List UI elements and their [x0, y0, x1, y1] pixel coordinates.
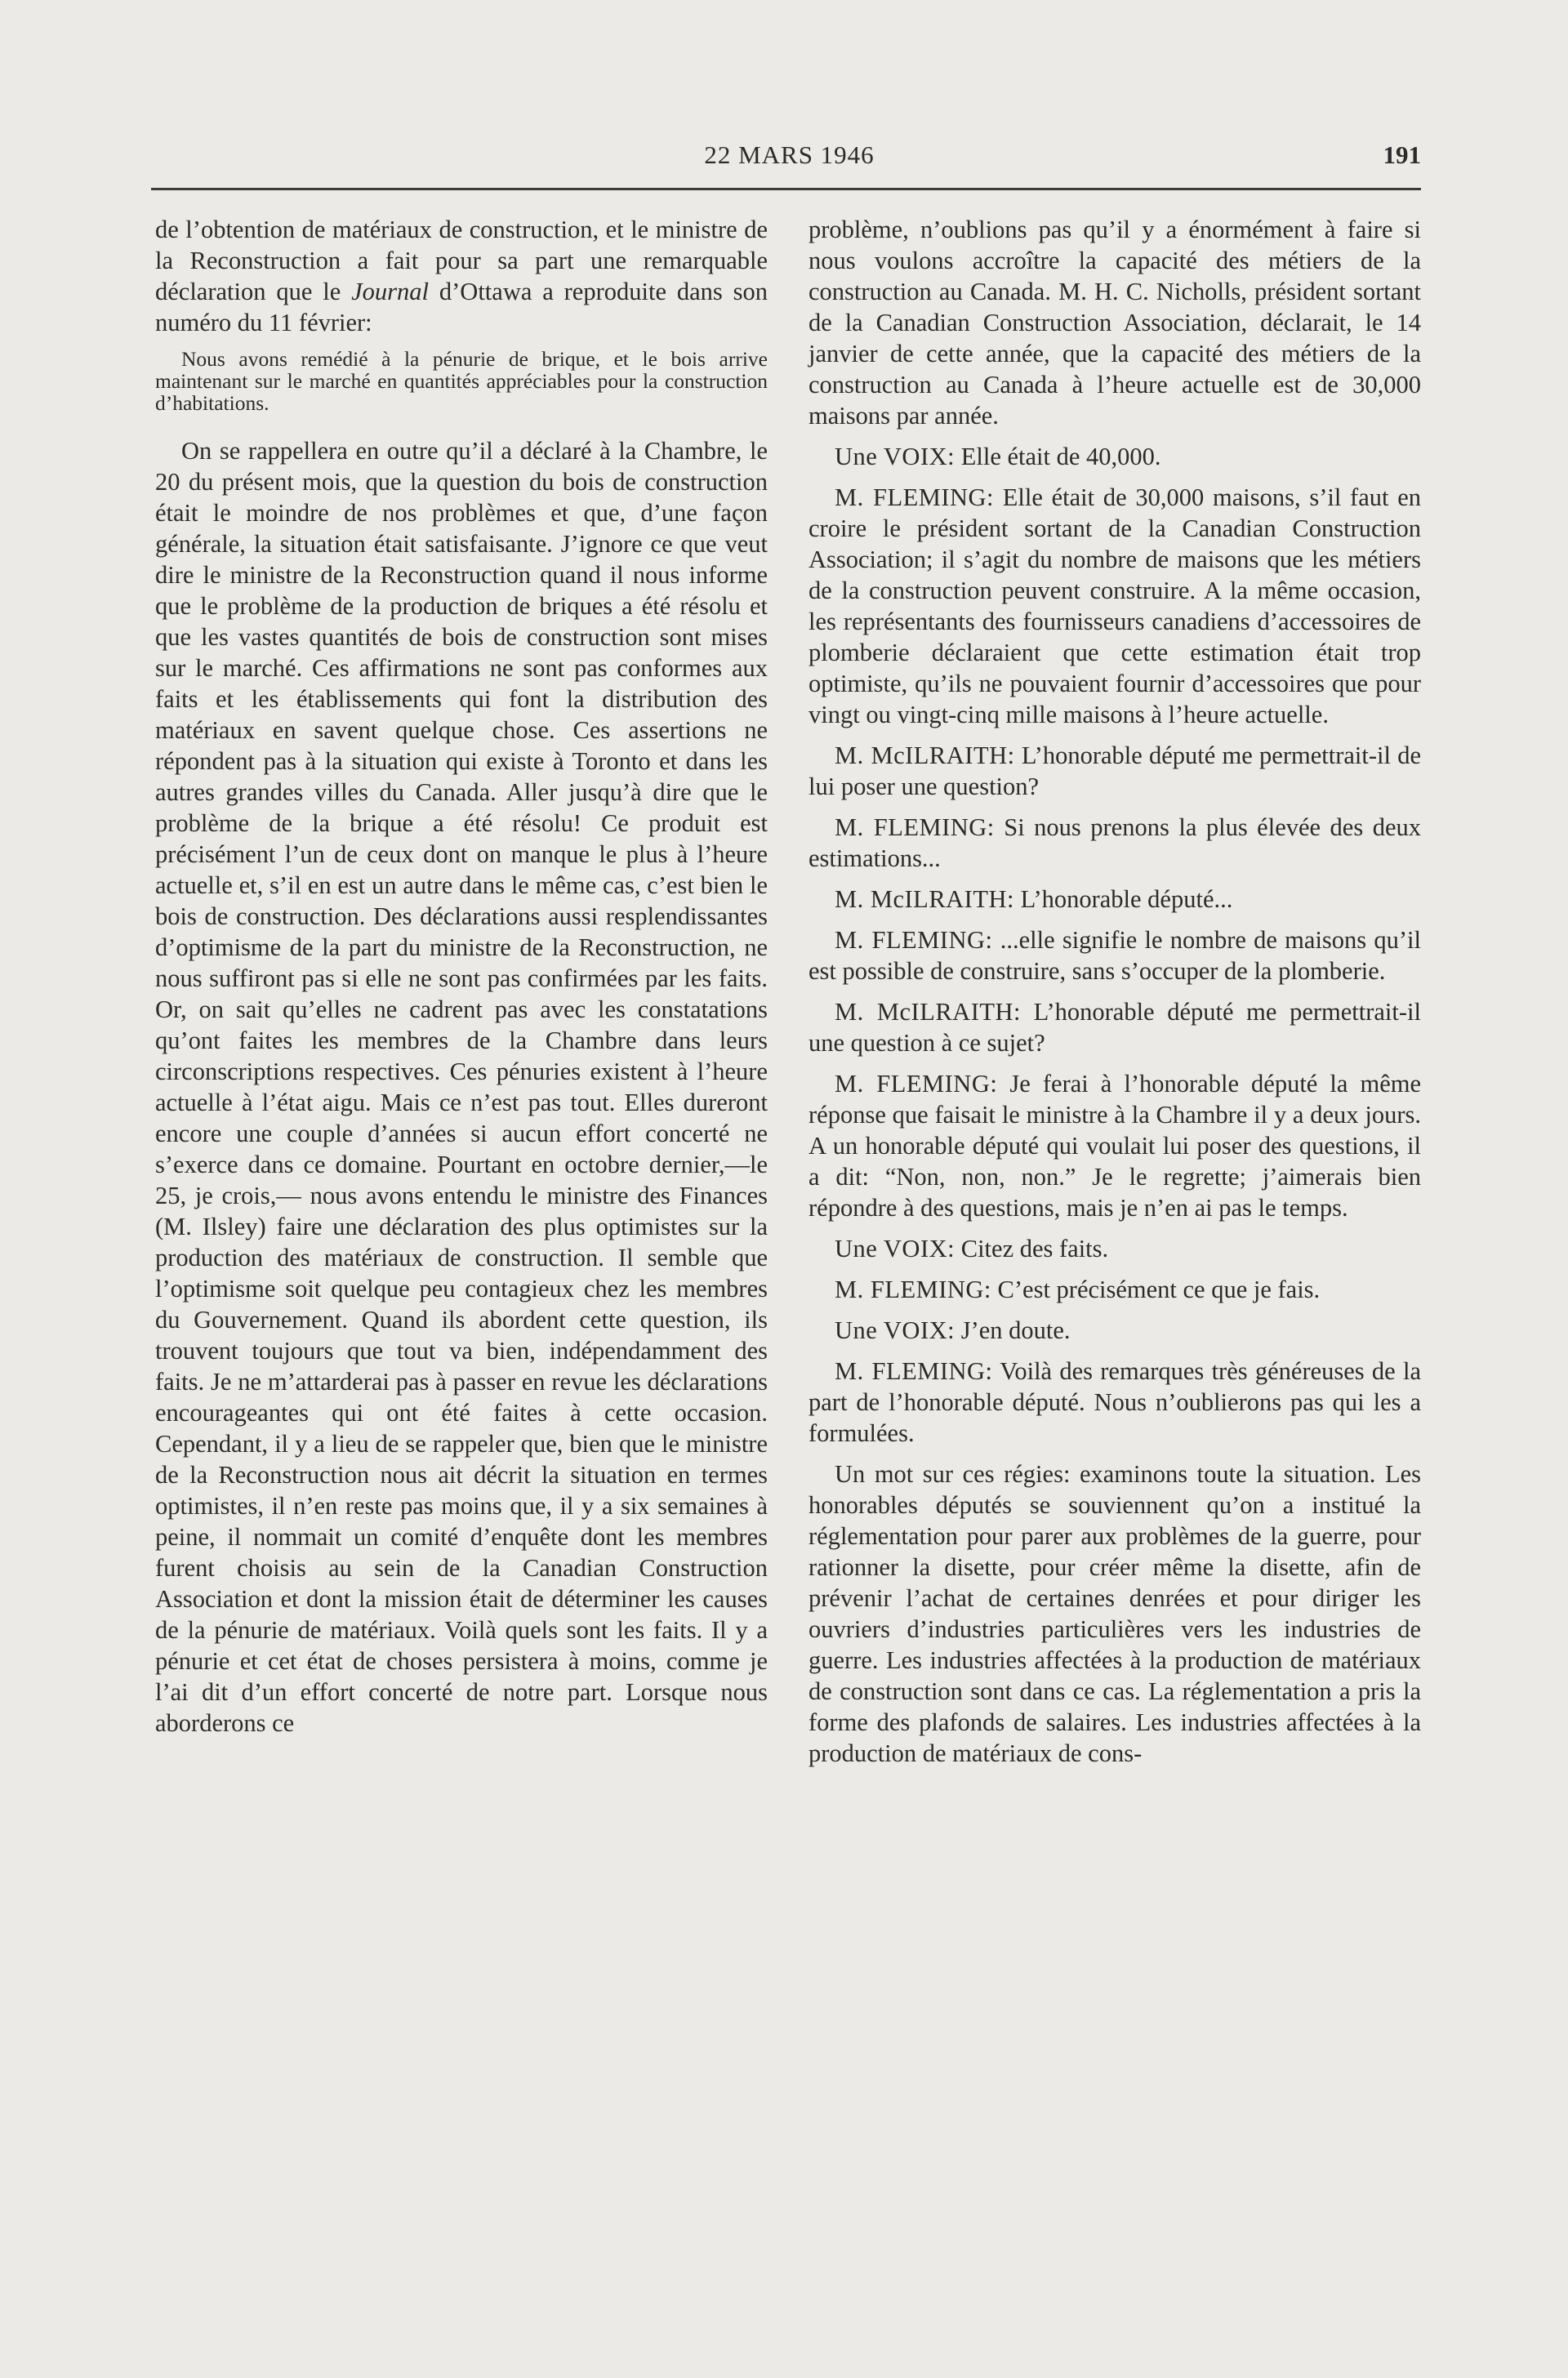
speaker: M. FLEMING: — [835, 1276, 991, 1303]
paragraph: On se rappellera en outre qu’il a déclaré à la Chambre, le 20 du présent mois, que la question du bois de construction était le moindre de nos problèmes et que, d’une façon générale, la situation était satisfaisante. J’ignore ce que veut dire le ministre de la Reconstruction quand il nous informe que le problème de la production de briques a été résolu et que les vastes quantités de bois de construction sont mises sur le marché. Ces affirmations ne sont pas conformes aux faits et les établissements qui font la distribution des matériaux en savent quelque chose. Ces assertions ne répondent pas à la situation qui existe à Toronto et dans les autres grandes villes du Canada. Aller jusqu’à dire que le problème de la brique a été résolu! Ce produit est précisément l’un de ceux dont on manque le plus à l’heure actuelle et, s’il en est un autre dans le même cas, c’est bien le bois de construction. Des déclarations aussi resplendissantes d’optimisme de la part du ministre de la Reconstruction, ne nous suffiront pas si elle ne sont pas confirmées par les faits. Or, on sait qu’elles ne cadrent pas avec les constatations qu’ont faites les membres de la Chambre dans leurs circonscriptions respectives. Ces pénuries existent à l’heure actuelle à l’état aigu. Mais ce n’est pas tout. Elles dureront encore une couple d’années si aucun effort concerté ne s’exerce dans ce domaine. Pourtant en octobre dernier,—le 25, je crois,— nous avons entendu le ministre des Finances (M. Ilsley) faire une déclaration des plus optimistes sur la production des matériaux de construction. Il semble que l’optimisme soit quelque peu contagieux chez les membres du Gouvernement. Quand ils abordent cette question, ils trouvent toujours que tout va bien, indépendamment des faits. Je ne m’attarderai pas à passer en revue les déclarations encourageantes qui ont été faites à cette occasion. Cependant, il y a lieu de se rappeler que, bien que le ministre de la Reconstruction nous ait décrit la situation en termes optimistes, il n’en reste pas moins que, il y a six semaines à peine, il nommait un comité d’enquête dont les membres furent choisis au sein de la Canadian Construction Association et dont la mission était de déterminer les causes de la pénurie de matériaux. Voilà quels sont les faits. Il y a pénurie et cet état de choses persistera à moins, comme je l’ai dit d’un effort concerté de notre part. Lorsque nous aborderons ce — [155, 437, 768, 1737]
right-column — [808, 214, 1421, 1779]
text-run: de l’obtention de matériaux de construction, et le ministre de la Reconstruction a fait pour sa part une remarquable déclaration que le — [155, 216, 768, 305]
speaker: Une VOIX: — [835, 1316, 956, 1344]
speaker: M. McILRAITH: — [835, 885, 1014, 913]
text-run: d’Ottawa a reproduite dans son numéro du 11 février: — [155, 278, 768, 336]
paragraph: problème, n’oublions pas qu’il y a énormément à faire si nous voulons accroître la capacité des métiers de la construction au Canada. M. H. C. Nicholls, président sortant de la Canadian Construction Association, déclarait, le 14 janvier de cette année, que la capacité des métiers de la construction au Canada à l’heure actuelle est de 30,000 maisons par année. — [808, 216, 1421, 430]
speaker: M. FLEMING: — [835, 813, 995, 841]
speech — [808, 996, 1421, 1058]
speaker: Une VOIX: — [835, 1235, 956, 1262]
speech-text: Elle était de 40,000. — [955, 443, 1161, 470]
header-rule — [151, 188, 1421, 190]
speech-text: L’honorable député... — [1013, 885, 1233, 913]
speech-text: Citez des faits. — [955, 1235, 1109, 1262]
speech-text: L’honorable député me permettrait-il une question à ce sujet? — [808, 998, 1421, 1057]
speech-text: Si nous prenons la plus élevée des deux estimations... — [808, 813, 1421, 872]
speaker: M. FLEMING: — [835, 1070, 998, 1098]
speech — [808, 812, 1421, 874]
paragraph — [155, 214, 768, 338]
speech-text: Voilà des remarques très généreuses de la part de l’honorable député. Nous n’oublierons pas qui les a formulées. — [808, 1357, 1421, 1447]
speaker: M. McILRAITH: — [835, 741, 1015, 769]
speech-text: L’honorable député me permettrait-il de lui poser une question? — [808, 741, 1421, 800]
speech — [808, 884, 1421, 915]
speaker: M. FLEMING: — [835, 483, 995, 511]
speech — [808, 1233, 1421, 1264]
journal-name: Journal — [351, 278, 430, 305]
speaker: Une VOIX: — [835, 443, 956, 470]
speech-text: C’est précisément ce que je fais. — [991, 1276, 1321, 1303]
left-column — [155, 214, 768, 1748]
paragraph: Un mot sur ces régies: examinons toute la situation. Les honorables députés se souviennent qu’on a institué la réglementation pour parer aux problèmes de la guerre, pour rationner la disette, pour créer même la disette, afin de prévenir l’achat de certaines denrées et pour diriger les ouvriers d’industries particulières vers les industries de guerre. Les industries affectées à la production de matériaux de construction sont dans ce cas. La réglementation a pris la forme des plafonds de salaires. Les industries affectées à la production de matériaux de cons- — [808, 1460, 1421, 1767]
speech — [808, 740, 1421, 802]
speech — [808, 1274, 1421, 1305]
speech — [808, 441, 1421, 472]
speech — [808, 1356, 1421, 1449]
page-number: 191 — [1383, 140, 1421, 169]
speaker: M. FLEMING: — [835, 1357, 993, 1385]
speaker: M. FLEMING: — [835, 926, 993, 954]
quotation: Nous avons remédié à la pénurie de brique, et le bois arrive maintenant sur le marché en quantités appréciables pour la construction d’habitations. — [155, 347, 768, 415]
speech — [808, 924, 1421, 986]
speech-text: J’en doute. — [955, 1316, 1071, 1344]
speech-text: ...elle signifie le nombre de maisons qu’il est possible de construire, sans s’occuper de la plomberie. — [808, 926, 1421, 985]
speech-text: Elle était de 30,000 maisons, s’il faut en croire le président sortant de la Canadian Construction Association; il s’agit du nombre de maisons que les métiers de la construction peuvent construire. A la même occasion, les représentants des fournisseurs canadiens d’accessoires de plomberie déclaraient que cette estimation était trop optimiste, qu’ils ne pouvaient fournir d’accessoires que pour vingt ou vingt-cinq mille maisons à l’heure actuelle. — [808, 483, 1421, 728]
speech — [808, 1068, 1421, 1223]
page-header — [158, 140, 1421, 180]
header-date: 22 MARS 1946 — [704, 140, 875, 169]
speech — [808, 482, 1421, 730]
speaker: M. McILRAITH: — [835, 998, 1021, 1026]
speech-text: Je ferai à l’honorable député la même réponse que faisait le ministre à la Chambre il y a deux jours. A un honorable député qui voulait lui poser des questions, il a dit: “Non, non, non.” Je le regrette; j’aimerais bien répondre à des questions, mais je n’en ai pas le temps. — [808, 1070, 1421, 1222]
speech — [808, 1315, 1421, 1346]
